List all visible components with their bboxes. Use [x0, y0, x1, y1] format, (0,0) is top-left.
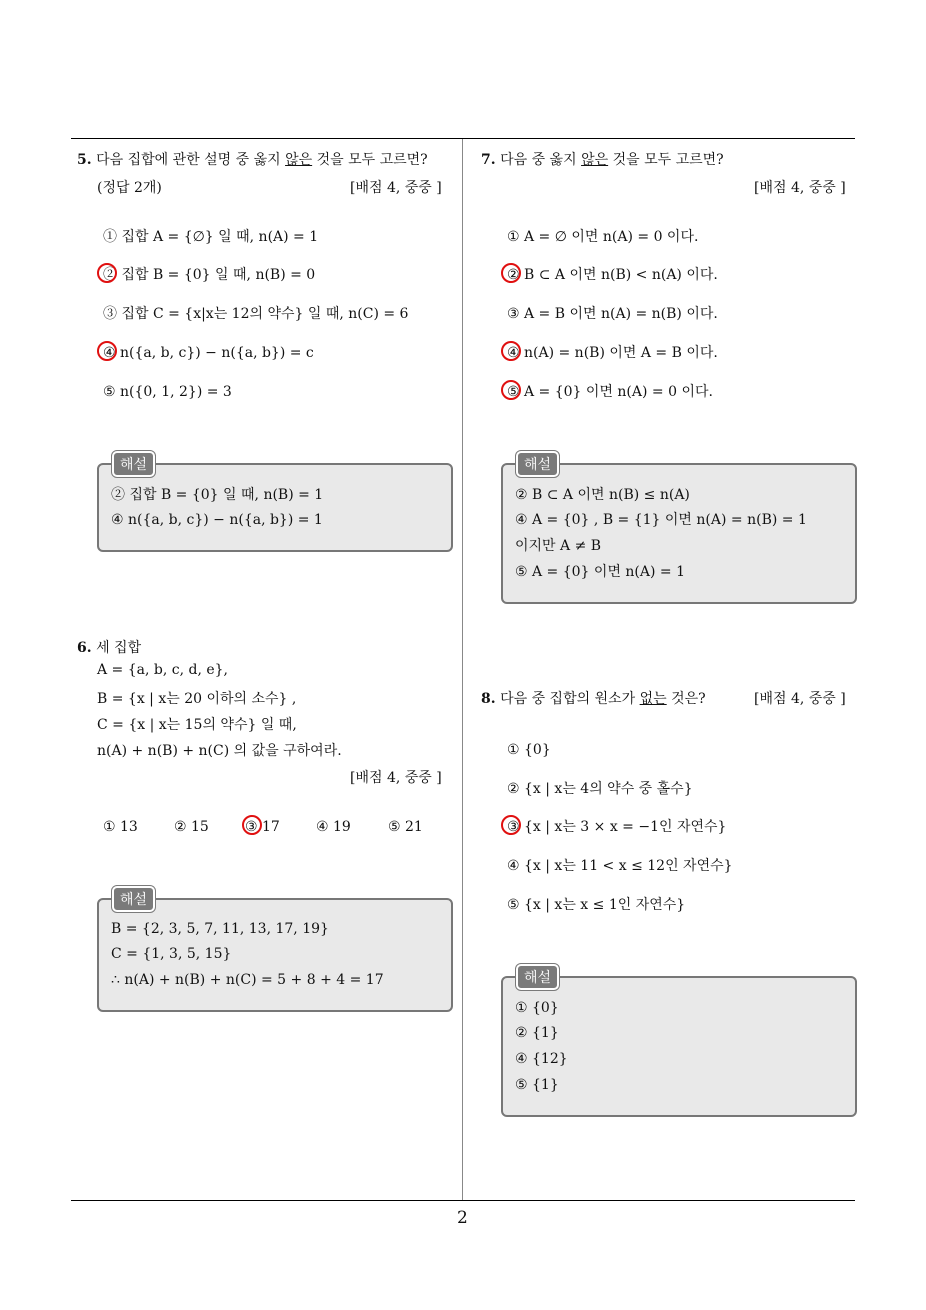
choice-3[interactable]: ③ 집합 C = {x|x는 12의 약수} 일 때, n(C) = 6: [103, 306, 409, 322]
explanation-line: ② 집합 B = {0} 일 때, n(B) = 1: [111, 487, 324, 503]
choice-2[interactable]: ② 15: [174, 819, 209, 835]
set-c-definition: C = {x | x는 15의 약수} 일 때,: [97, 717, 297, 733]
question-number: 7.: [481, 152, 496, 168]
explanation-tag: 해설: [516, 964, 559, 990]
page-number: 2: [457, 1208, 468, 1228]
answer-mark-circle: [501, 380, 521, 400]
set-b-definition: B = {x | x는 20 이하의 소수} ,: [97, 691, 297, 707]
explanation-line: ② {1}: [515, 1025, 559, 1041]
top-rule: [71, 138, 855, 139]
explanation-line: ⑤ {1}: [515, 1077, 559, 1093]
question-5-prompt: 5. 다음 집합에 관한 설명 중 옳지 않은 것을 모두 고르면?: [77, 152, 428, 168]
question-5-score: [배점 4, 중중 ]: [350, 180, 442, 196]
question-8-prompt: 8. 다음 중 집합의 원소가 없는 것은?: [481, 691, 706, 707]
choice-4[interactable]: ④ {x | x는 11 < x ≤ 12인 자연수}: [507, 858, 733, 874]
choice-5[interactable]: ⑤ {x | x는 x ≤ 1인 자연수}: [507, 897, 686, 913]
question-6-score: [배점 4, 중중 ]: [350, 770, 442, 786]
answer-mark-circle: [501, 263, 521, 283]
explanation-tag: 해설: [112, 451, 155, 477]
answer-mark-circle: [97, 341, 117, 361]
explanation-line: 이지만 A ≠ B: [515, 538, 602, 554]
answer-mark-circle: [501, 815, 521, 835]
choice-3[interactable]: ③ 17: [245, 819, 280, 835]
question-number: 8.: [481, 691, 496, 707]
explanation-line: ④ A = {0} , B = {1} 이면 n(A) = n(B) = 1: [515, 512, 807, 528]
column-divider: [462, 139, 463, 1201]
choice-1[interactable]: ① A = ∅ 이면 n(A) = 0 이다.: [507, 229, 699, 245]
bottom-rule: [71, 1200, 855, 1201]
question-7-score: [배점 4, 중중 ]: [754, 180, 846, 196]
explanation-line: B = {2, 3, 5, 7, 11, 13, 17, 19}: [111, 921, 329, 937]
choice-5[interactable]: ⑤ A = {0} 이면 n(A) = 0 이다.: [507, 384, 713, 400]
answer-mark-circle: [501, 341, 521, 361]
choice-1[interactable]: ① 집합 A = {∅} 일 때, n(A) = 1: [103, 229, 319, 245]
explanation-tag: 해설: [112, 886, 155, 912]
choice-2[interactable]: ② 집합 B = {0} 일 때, n(B) = 0: [103, 267, 316, 283]
question-7-prompt: 7. 다음 중 옳지 않은 것을 모두 고르면?: [481, 152, 724, 168]
choice-4[interactable]: ④ n(A) = n(B) 이면 A = B 이다.: [507, 345, 718, 361]
choice-1[interactable]: ① 13: [103, 819, 138, 835]
explanation-line: ① {0}: [515, 1000, 559, 1016]
question-number: 6.: [77, 640, 92, 656]
choice-2[interactable]: ② B ⊂ A 이면 n(B) < n(A) 이다.: [507, 267, 718, 283]
question-5-note: (정답 2개): [97, 180, 162, 196]
question-6-ask: n(A) + n(B) + n(C) 의 값을 구하여라.: [97, 743, 342, 759]
explanation-tag: 해설: [516, 451, 559, 477]
choice-3[interactable]: ③ {x | x는 3 × x = −1인 자연수}: [507, 819, 727, 835]
choice-1[interactable]: ① {0}: [507, 742, 551, 758]
answer-mark-circle: [97, 263, 117, 283]
choice-2[interactable]: ② {x | x는 4의 약수 중 홀수}: [507, 781, 693, 797]
question-number: 5.: [77, 152, 92, 168]
choice-5[interactable]: ⑤ n({0, 1, 2}) = 3: [103, 384, 232, 400]
choice-5[interactable]: ⑤ 21: [388, 819, 423, 835]
explanation-line: ④ {12}: [515, 1051, 568, 1067]
explanation-line: ② B ⊂ A 이면 n(B) ≤ n(A): [515, 487, 690, 503]
choice-3[interactable]: ③ A = B 이면 n(A) = n(B) 이다.: [507, 306, 718, 322]
choice-4[interactable]: ④ 19: [316, 819, 351, 835]
explanation-line: C = {1, 3, 5, 15}: [111, 946, 232, 962]
question-6-prompt: 6. 세 집합: [77, 640, 142, 656]
explanation-line: ∴ n(A) + n(B) + n(C) = 5 + 8 + 4 = 17: [111, 972, 384, 988]
answer-mark-circle: [242, 815, 262, 835]
choice-4[interactable]: ④ n({a, b, c}) − n({a, b}) = c: [103, 345, 314, 361]
explanation-line: ⑤ A = {0} 이면 n(A) = 1: [515, 564, 686, 580]
set-a-definition: A = {a, b, c, d, e},: [97, 662, 229, 678]
question-8-score: [배점 4, 중중 ]: [754, 691, 846, 707]
explanation-line: ④ n({a, b, c}) − n({a, b}) = 1: [111, 512, 323, 528]
